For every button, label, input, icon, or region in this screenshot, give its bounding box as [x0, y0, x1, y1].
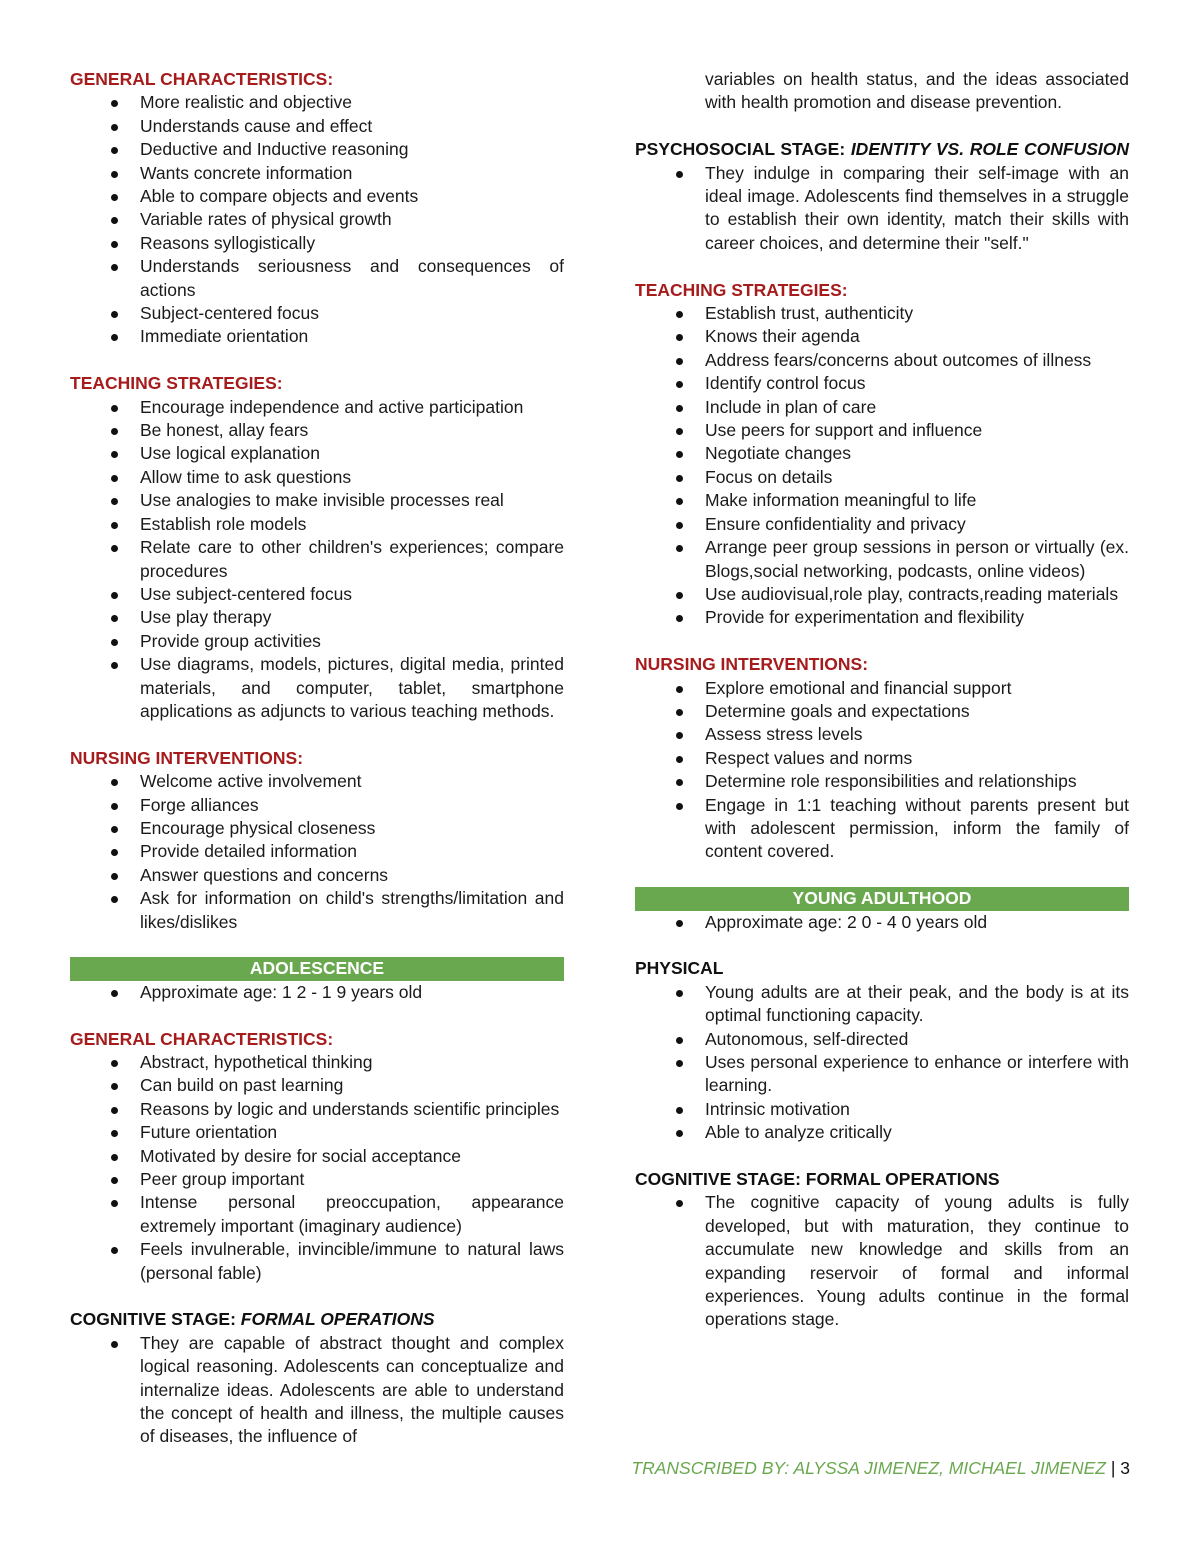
list-item: They are capable of abstract thought and complex logical reasoning. Adolescents can conceptualize and internalize ideas. Adolescents are able to understand the concept of health and illness, the multiple causes of diseases, the influence of [70, 1332, 564, 1449]
list-item: Able to compare objects and events [70, 185, 564, 208]
list-item: Use diagrams, models, pictures, digital media, printed materials, and computer, tablet, smartphone applications as adjuncts to various teaching methods. [70, 653, 564, 723]
list-item: Wants concrete information [70, 162, 564, 185]
list-item: Reasons syllogistically [70, 232, 564, 255]
nursing-interventions-adolescent-list [635, 677, 1129, 864]
list-item: They indulge in comparing their self-image with an ideal image. Adolescents find themselves in a struggle to establish their own identity, match their skills with career choices, and determine their "self." [635, 162, 1129, 256]
list-item: Forge alliances [70, 794, 564, 817]
psychosocial-list [635, 162, 1129, 256]
list-item: Determine goals and expectations [635, 700, 1129, 723]
adolescence-band: ADOLESCENCE [70, 957, 564, 980]
list-item: Variable rates of physical growth [70, 208, 564, 231]
section-title-nursing-interventions-adolescent: NURSING INTERVENTIONS: [635, 654, 869, 675]
section-title-psychosocial-stage: PSYCHOSOCIAL STAGE: IDENTITY VS. ROLE CONFUSION [635, 139, 1129, 160]
right-column [635, 68, 1129, 1332]
list-item: Autonomous, self-directed [635, 1028, 1129, 1051]
list-item: Feels invulnerable, invincible/immune to natural laws (personal fable) [70, 1238, 564, 1285]
cognitive-stage-list [70, 1332, 564, 1449]
list-item: Encourage physical closeness [70, 817, 564, 840]
list-item: Establish trust, authenticity [635, 302, 1129, 325]
teaching-strategies-list [70, 396, 564, 724]
list-item: Ask for information on child's strengths/limitation and likes/dislikes [70, 887, 564, 934]
list-item: Deductive and Inductive reasoning [70, 138, 564, 161]
list-item: Include in plan of care [635, 396, 1129, 419]
list-item: Understands cause and effect [70, 115, 564, 138]
left-column [70, 68, 564, 1449]
list-item: Answer questions and concerns [70, 864, 564, 887]
continuation-paragraph: variables on health status, and the ideas associated with health promotion and disease prevention. [705, 69, 1129, 113]
list-item: Understands seriousness and consequences of actions [70, 255, 564, 302]
section-title-adolescence-general: GENERAL CHARACTERISTICS: [70, 1028, 334, 1049]
list-item: Can build on past learning [70, 1074, 564, 1097]
list-item: Peer group important [70, 1168, 564, 1191]
list-item: Welcome active involvement [70, 770, 564, 793]
list-item: Negotiate changes [635, 442, 1129, 465]
list-item: Provide for experimentation and flexibility [635, 606, 1129, 629]
section-title-cognitive-stage: COGNITIVE STAGE: FORMAL OPERATIONS [70, 1309, 435, 1330]
cognitive-young-adult-list [635, 1191, 1129, 1331]
page-number: 3 [1120, 1458, 1130, 1478]
list-item: Establish role models [70, 513, 564, 536]
list-item: Identify control focus [635, 372, 1129, 395]
list-item: Use subject-centered focus [70, 583, 564, 606]
list-item: Ensure confidentiality and privacy [635, 513, 1129, 536]
adolescence-general-list [70, 1051, 564, 1285]
section-title-general-characteristics: GENERAL CHARACTERISTICS: [70, 69, 334, 89]
list-item: Address fears/concerns about outcomes of illness [635, 349, 1129, 372]
list-item: Reasons by logic and understands scientific principles [70, 1098, 564, 1121]
list-item: Abstract, hypothetical thinking [70, 1051, 564, 1074]
list-item: Use analogies to make invisible processes real [70, 489, 564, 512]
list-item: The cognitive capacity of young adults is fully developed, but with maturation, they continue to accumulate new knowledge and skills from an expanding reservoir of formal and informal experiences. Young adults continue in the formal operations stage. [635, 1191, 1129, 1331]
list-item: Able to analyze critically [635, 1121, 1129, 1144]
adolescence-age-list [70, 981, 564, 1004]
list-item: Provide group activities [70, 630, 564, 653]
list-item: Approximate age: 1 2 - 1 9 years old [70, 981, 564, 1004]
list-item: Arrange peer group sessions in person or virtually (ex. Blogs,social networking, podcasts, online videos) [635, 536, 1129, 583]
section-title-nursing-interventions: NURSING INTERVENTIONS: [70, 747, 304, 768]
section-title-teaching-strategies-adolescent: TEACHING STRATEGIES: [635, 279, 848, 300]
list-item: Respect values and norms [635, 747, 1129, 770]
list-item: Encourage independence and active participation [70, 396, 564, 419]
list-item: Use audiovisual,role play, contracts,reading materials [635, 583, 1129, 606]
section-title-teaching-strategies: TEACHING STRATEGIES: [70, 373, 283, 394]
list-item: Intrinsic motivation [635, 1098, 1129, 1121]
list-item: Provide detailed information [70, 840, 564, 863]
list-item: Use play therapy [70, 606, 564, 629]
footer-credit: TRANSCRIBED BY: ALYSSA JIMENEZ, MICHAEL JIMENEZ [631, 1458, 1106, 1478]
list-item: Make information meaningful to life [635, 489, 1129, 512]
nursing-interventions-list [70, 770, 564, 934]
section-title-physical: PHYSICAL [635, 958, 724, 979]
list-item: Knows their agenda [635, 325, 1129, 348]
page-footer [600, 1458, 1130, 1479]
list-item: Engage in 1:1 teaching without parents present but with adolescent permission, inform the family of content covered. [635, 794, 1129, 864]
list-item: Future orientation [70, 1121, 564, 1144]
list-item: Use logical explanation [70, 442, 564, 465]
list-item: Immediate orientation [70, 325, 564, 348]
list-item: Motivated by desire for social acceptance [70, 1145, 564, 1168]
list-item: Uses personal experience to enhance or interfere with learning. [635, 1051, 1129, 1098]
list-item: Assess stress levels [635, 723, 1129, 746]
list-item: Subject-centered focus [70, 302, 564, 325]
footer-separator: | [1105, 1458, 1121, 1478]
list-item: Approximate age: 2 0 - 4 0 years old [635, 911, 1129, 934]
physical-list [635, 981, 1129, 1145]
list-item: Relate care to other children's experiences; compare procedures [70, 536, 564, 583]
teaching-strategies-adolescent-list [635, 302, 1129, 630]
list-item: Allow time to ask questions [70, 466, 564, 489]
list-item: Determine role responsibilities and relationships [635, 770, 1129, 793]
list-item: Explore emotional and financial support [635, 677, 1129, 700]
section-title-cognitive-young-adult: COGNITIVE STAGE: FORMAL OPERATIONS [635, 1168, 1000, 1189]
list-item: More realistic and objective [70, 91, 564, 114]
general-characteristics-list [70, 91, 564, 348]
list-item: Intense personal preoccupation, appearance extremely important (imaginary audience) [70, 1191, 564, 1238]
young-adulthood-age-list [635, 911, 1129, 934]
list-item: Focus on details [635, 466, 1129, 489]
list-item: Young adults are at their peak, and the body is at its optimal functioning capacity. [635, 981, 1129, 1028]
young-adulthood-band: YOUNG ADULTHOOD [635, 887, 1129, 910]
list-item: Use peers for support and influence [635, 419, 1129, 442]
list-item: Be honest, allay fears [70, 419, 564, 442]
